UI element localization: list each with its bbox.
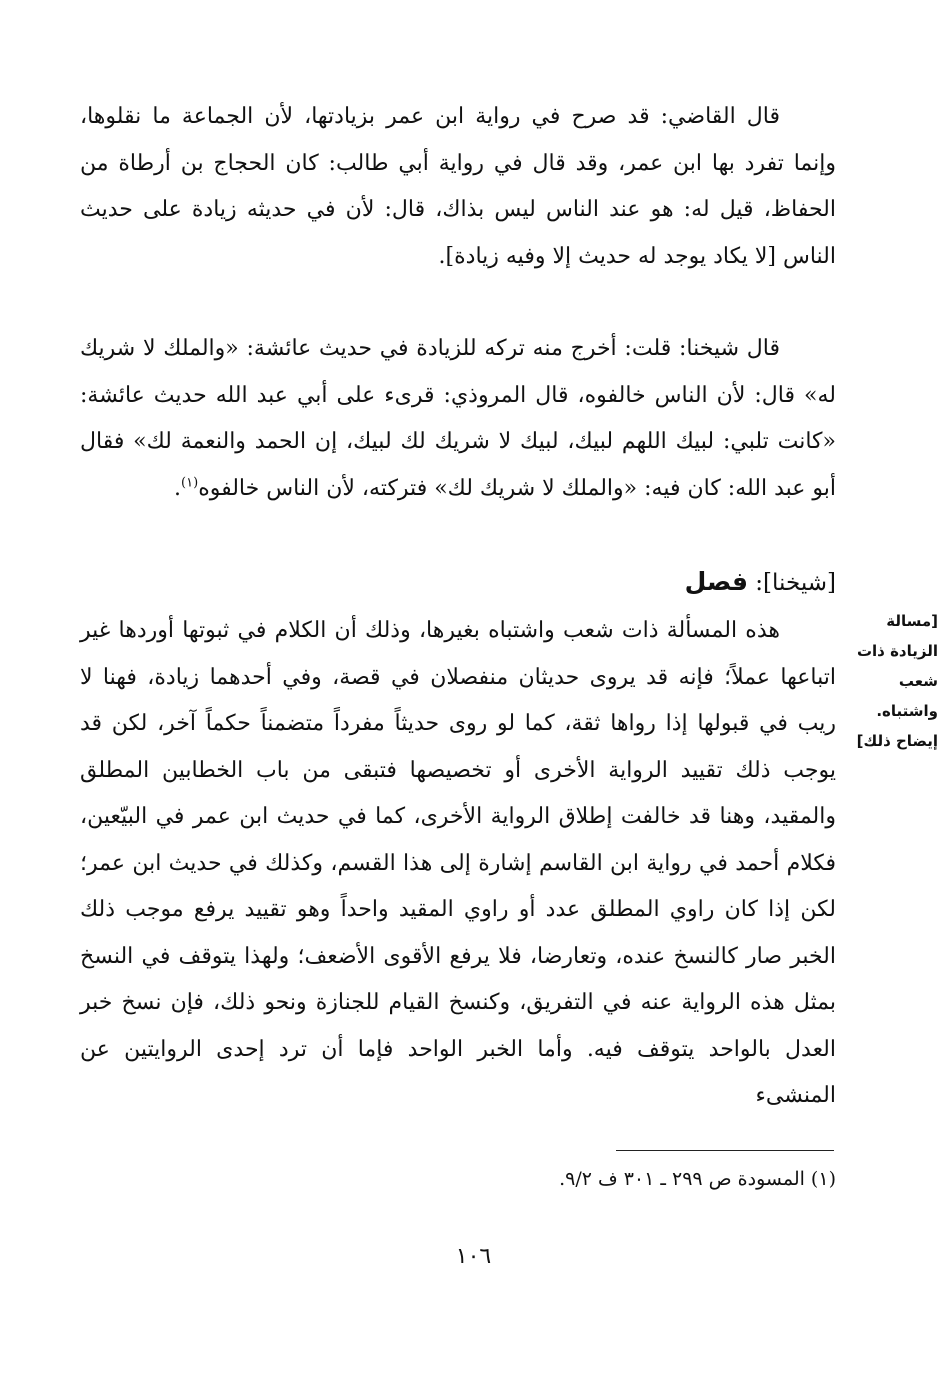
paragraph-2-text: قال شيخنا: قلت: أخرج منه تركه للزيادة في حديث عائشة: «والملك لا شريك له» قال: لأن الناس خالفوه، قال المروذي: قرىء على أبي عبد الله حديث عائشة: «كانت تلبي: لبيك اللهم لبيك، لبيك لا شريك لك لبيك، إن الحمد والنعمة لك» فقال أبو عبد الله: كان فيه: «والملك لا شريك لك» فتركته، لأن الناس خالفوه	[80, 336, 836, 501]
footnote-divider	[616, 1150, 834, 1151]
margin-note: [مسالة الزيادة ذات شعب واشتباه. إيضاح ذلك]	[856, 612, 938, 750]
paragraph-2-end: .	[174, 475, 182, 501]
page-number: ١٠٦	[455, 1244, 492, 1269]
paragraph-3	[80, 608, 836, 1120]
paragraph-2-body	[80, 326, 836, 512]
paragraph-2	[80, 326, 836, 512]
section-heading	[80, 562, 836, 603]
paragraph-1	[80, 94, 836, 280]
footnote: (١) المسودة ص ٢٩٩ ـ ٣٠١ ف ٩/٢.	[559, 1168, 836, 1190]
paragraph-3-text: هذه المسألة ذات شعب واشتباه بغيرها، وذلك أن الكلام في ثبوتها أوردها غير اتباعها عملاً؛ فإنه قد يروى حديثان منفصلان في قصة، وفي أحدهما زيادة، فهنا لا ريب في قبولها إذا رواها ثقة، كما لو روى حديثاً مفرداً متضمناً حكماً آخر، لكن قد يوجب ذلك تقييد الرواية الأخرى أو تخصيصها فتبقى من باب الخطابين المطلق والمقيد، وهنا قد خالفت إطلاق الرواية الأخرى، كما في حديث ابن عمر في البيّعين، فكلام أحمد في رواية ابن القاسم إشارة إلى هذا القسم، وكذلك في حديث ابن عمر؛ لكن إذا كان راوي المطلق عدد أو راوي المقيد واحداً وهو تقييد يرفع موجب ذلك الخبر صار كالنسخ عنده، وتعارضا، فلا يرفع الأقوى الأضعف؛ ولهذا يتوقف في النسخ بمثل هذه الرواية عنه في التفريق، وكنسخ القيام للجنازة ونحو ذلك، فإن نسخ خبر العدل بالواحد يتوقف فيه. وأما الخبر الواحد فإما أن ترد إحدى الروايتين عن المنشىء	[80, 618, 836, 1108]
section-heading-title: فصل	[684, 567, 748, 596]
section-heading-prefix: [شيخنا]:	[755, 570, 836, 596]
paragraph-1-text: قال القاضي: قد صرح في رواية ابن عمر بزيادتها، لأن الجماعة ما نقلوها، وإنما تفرد بها ابن عمر، وقد قال في رواية أبي طالب: كان الحجاج بن أرطاة من الحفاظ، قيل له: هو عند الناس ليس بذاك، قال: لأن في حديثه زيادة على حديث الناس [لا يكاد يوجد له حديث إلا وفيه زيادة].	[80, 104, 836, 269]
footnote-reference: (١)	[181, 475, 199, 491]
